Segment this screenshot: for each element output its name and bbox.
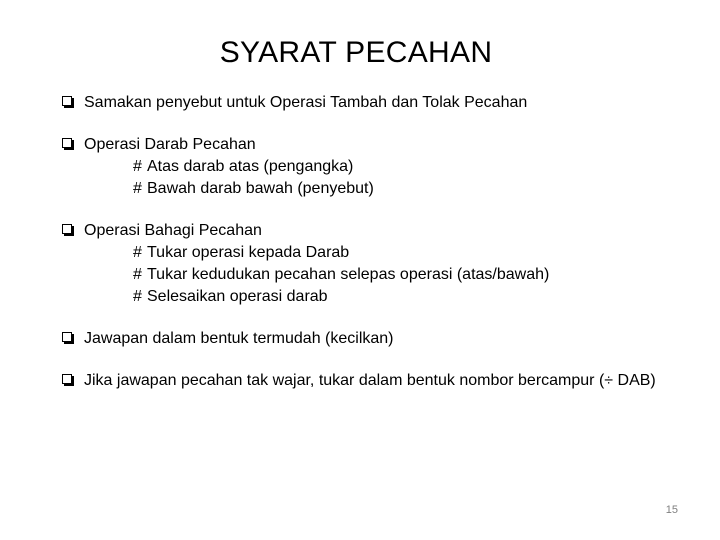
sub-item-text: Bawah darab bawah (penyebut) bbox=[147, 180, 374, 197]
checkbox-bullet-icon bbox=[62, 224, 72, 234]
sub-item bbox=[133, 242, 702, 264]
sub-item-list bbox=[133, 156, 702, 200]
bullet-item bbox=[62, 92, 702, 114]
bullet-text: Samakan penyebut untuk Operasi Tambah dan Tolak Pecahan bbox=[84, 94, 528, 111]
hash-marker: # bbox=[133, 180, 142, 197]
bullet-text: Jika jawapan pecahan tak wajar, tukar dalam bentuk nombor bercampur (÷ DAB) bbox=[84, 372, 656, 389]
sub-item-text: Tukar kedudukan pecahan selepas operasi (atas/bawah) bbox=[147, 266, 550, 283]
checkbox-bullet-icon bbox=[62, 96, 72, 106]
checkbox-bullet-icon bbox=[62, 138, 72, 148]
sub-item-text: Atas darab atas (pengangka) bbox=[147, 158, 354, 175]
bullet-item bbox=[62, 370, 674, 392]
bullet-item bbox=[62, 134, 702, 200]
hash-marker: # bbox=[133, 158, 142, 175]
bullet-text: Operasi Bahagi Pecahan bbox=[84, 222, 262, 239]
checkbox-bullet-icon bbox=[62, 332, 72, 342]
sub-item-text: Selesaikan operasi darab bbox=[147, 288, 328, 305]
checkbox-bullet-icon bbox=[62, 374, 72, 384]
bullet-item bbox=[62, 328, 702, 350]
slide-title: SYARAT PECAHAN bbox=[219, 36, 493, 69]
hash-marker: # bbox=[133, 266, 142, 283]
slide-number: 15 bbox=[665, 504, 678, 516]
sub-item bbox=[133, 264, 702, 286]
bullet-item bbox=[62, 220, 702, 308]
sub-item bbox=[133, 178, 702, 200]
bullet-list bbox=[62, 92, 702, 392]
sub-item-text: Tukar operasi kepada Darab bbox=[147, 244, 350, 261]
sub-item bbox=[133, 286, 702, 308]
bullet-text: Jawapan dalam bentuk termudah (kecilkan) bbox=[84, 330, 394, 347]
hash-marker: # bbox=[133, 288, 142, 305]
hash-marker: # bbox=[133, 244, 142, 261]
sub-item-list bbox=[133, 242, 702, 308]
sub-item bbox=[133, 156, 702, 178]
bullet-text: Operasi Darab Pecahan bbox=[84, 136, 256, 153]
